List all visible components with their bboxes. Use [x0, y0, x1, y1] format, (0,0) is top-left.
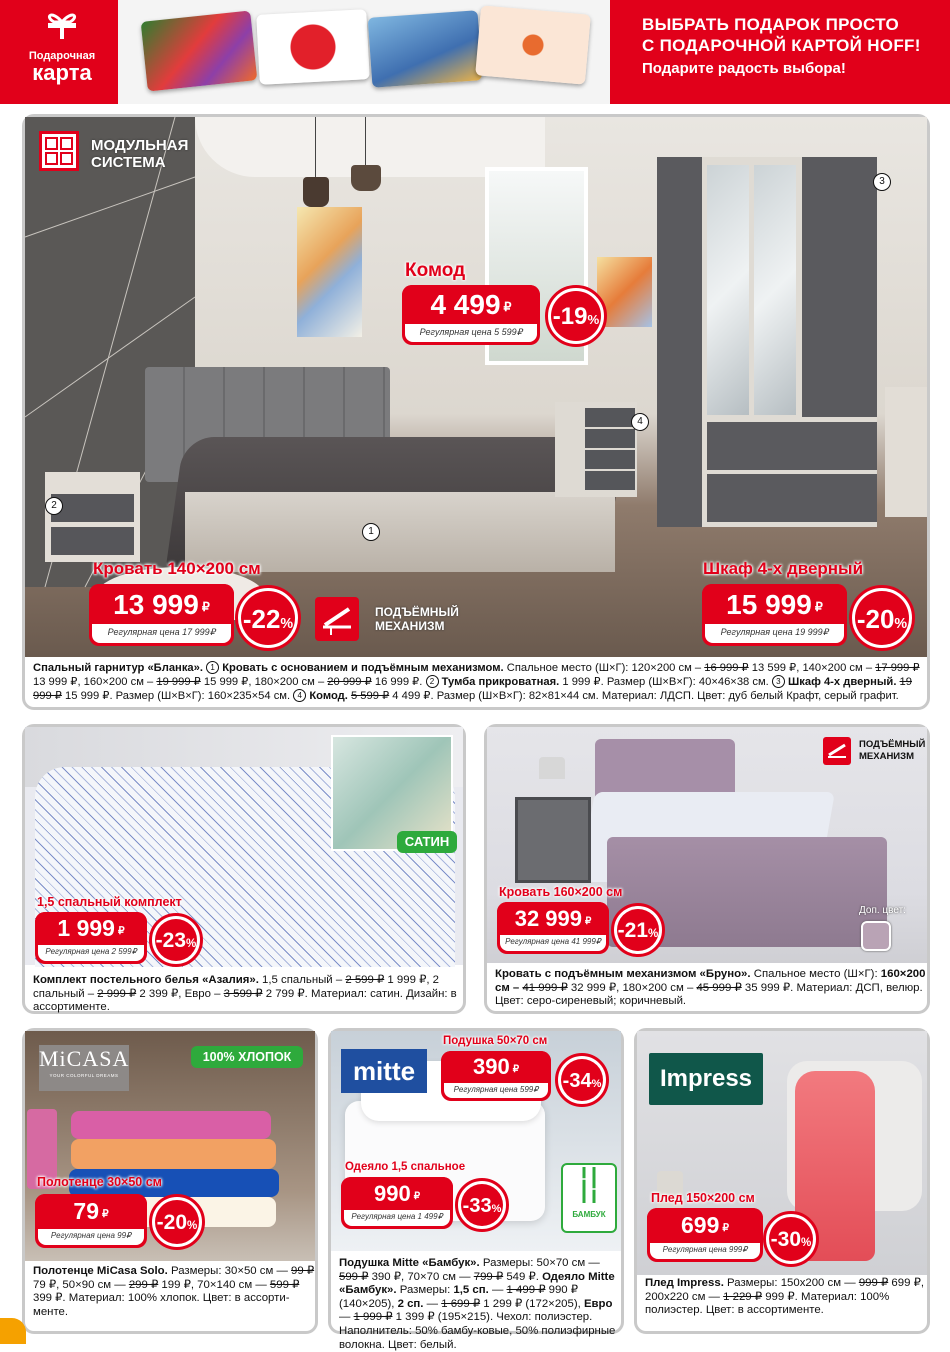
bruno-discount: -21%: [611, 903, 665, 957]
blanket-price-tag[interactable]: [341, 1177, 453, 1229]
bruno-description: Кровать с подъёмным механизмом «Бруно». Спальное место (Ш×Г): 160×200 см – 41 999 ₽ 32 999 ₽, 180×200 см – 45 999 ₽ 35 999 ₽. Материал: ДСП, велюр. Цвет: серо-сиреневый; коричневый.: [495, 968, 926, 1008]
towel-orange: [71, 1139, 276, 1169]
pillow-label: Подушка 50×70 см: [443, 1035, 548, 1047]
gift-logo-line2: карта: [32, 60, 92, 85]
linen-price: 1 999 ₽: [35, 912, 147, 945]
pendant-lamp-1: [303, 177, 329, 207]
bamboo-badge: [561, 1163, 617, 1233]
bruno-nightstand: [515, 797, 591, 883]
bruno-regular-price: Регулярная цена 41 999₽: [500, 935, 606, 951]
blanket-label: Одеяло 1,5 спальное: [345, 1161, 466, 1173]
bed-price-tag[interactable]: [89, 584, 234, 646]
micasa-subtitle: YOUR COLORFUL DREAMS: [49, 1073, 119, 1078]
wardrobe: [657, 157, 877, 527]
towel-regular-price: Регулярная цена 99₽: [38, 1229, 144, 1245]
pillow-price: 390 ₽: [441, 1051, 551, 1083]
gift-card-tulips: [141, 10, 258, 91]
lamp-cord-2: [365, 117, 366, 165]
extra-color-label: Доп. цвет:: [859, 905, 906, 916]
mitte-panel[interactable]: [328, 1028, 624, 1351]
nightstand: [45, 472, 140, 562]
blanket-regular-price: Регулярная цена 1 499₽: [344, 1210, 450, 1226]
pillow-regular-price: Регулярная цена 599₽: [444, 1083, 548, 1098]
bruno-price-tag[interactable]: [497, 902, 609, 954]
banner-headline: [642, 14, 942, 79]
flower-painting: [297, 207, 362, 337]
commode-discount: -19%: [545, 285, 607, 347]
lift-mechanism-icon: [315, 597, 359, 641]
linen-regular-price: Регулярная цена 2 599₽: [38, 945, 144, 961]
commode: [555, 402, 637, 497]
wardrobe-price-tag[interactable]: [702, 584, 847, 646]
bruno-bed-panel[interactable]: [484, 724, 930, 1014]
satin-badge: САТИН: [397, 831, 457, 853]
wardrobe-drawers: [707, 422, 877, 522]
micasa-brand: MiCASA: [39, 1046, 130, 1071]
banner-headline-3: Подарите радость выбора!: [642, 60, 846, 77]
color-swatch-brown[interactable]: [861, 921, 891, 951]
corner-sticker-icon: [0, 1318, 26, 1344]
linen-description: Комплект постельного белья «Азалия». 1,5 спальный – 2 599 ₽ 1 999 ₽, 2 спальный – 2 999 ₽ 2 399 ₽, Евро – 3 599 ₽ 2 799 ₽. Материал: сатин. Дизайн: в ассортименте.: [33, 974, 457, 1014]
towel-pink: [71, 1111, 271, 1139]
gift-card-fireworks: [475, 5, 591, 84]
mitte-logo: mitte: [341, 1049, 427, 1093]
nightstand-drawer-2: [51, 527, 134, 555]
towel-panel[interactable]: [22, 1028, 318, 1334]
linen-discount: -23%: [149, 913, 203, 967]
pillow-price-tag[interactable]: [441, 1051, 551, 1101]
blanket-discount: -33%: [455, 1178, 509, 1232]
plaid-discount: -30%: [763, 1211, 819, 1267]
mitte-description: Подушка Mitte «Бамбук». Размеры: 50×70 см — 599 ₽ 390 ₽, 70×70 см — 799 ₽ 549 ₽. Одеяло Mitte «Бамбук». Размеры: 1,5 сп. — 1 499 ₽ 990 ₽ (140×205), 2 сп. — 1 699 ₽ 1 299 ₽ (172×205), Евро — 1 999 ₽ 1 399 ₽ (195×215). Чехол: полиэстер. Наполнитель: 50% бамбу-ковые, 50% полиэфирные волокна. Цвет: белый.: [339, 1257, 616, 1351]
bed-label: Кровать 140×200 см: [93, 559, 261, 578]
wardrobe-door-1: [657, 157, 702, 527]
wardrobe-price: 15 999 ₽: [702, 584, 847, 624]
linen-label: 1,5 спальный комплект: [37, 895, 182, 909]
gift-card-logo: [18, 10, 106, 90]
bed-price: 13 999 ₽: [89, 584, 234, 624]
modular-line-2: СИСТЕМА: [91, 154, 166, 171]
modular-line-1: МОДУЛЬНАЯ: [91, 137, 189, 154]
callout-4: 4: [631, 413, 649, 431]
blanket-price: 990 ₽: [341, 1177, 453, 1210]
cotton-badge: 100% ХЛОПОК: [191, 1046, 303, 1068]
banner-headline-1: ВЫБРАТЬ ПОДАРОК ПРОСТО: [642, 15, 899, 34]
bed-discount: -22%: [235, 585, 301, 651]
wardrobe-discount: -20%: [849, 585, 915, 651]
bruno-lift-line-1: ПОДЪЁМНЫЙ: [859, 739, 926, 750]
towel-label: Полотенце 30×50 см: [37, 1175, 162, 1189]
modular-system-icon: [39, 131, 79, 171]
bruno-label: Кровать 160×200 см: [499, 885, 623, 899]
callout-3: 3: [873, 173, 891, 191]
pendant-lamp-2: [351, 165, 381, 191]
dresser: [885, 387, 927, 517]
lift-line-1: ПОДЪЁМНЫЙ: [375, 605, 459, 619]
bruno-lift-line-2: МЕХАНИЗМ: [859, 751, 915, 762]
banner-headline-2: С ПОДАРОЧНОЙ КАРТОЙ HOFF!: [642, 36, 921, 55]
bamboo-icon: [574, 1165, 604, 1205]
wardrobe-label: Шкаф 4-х дверный: [703, 559, 864, 578]
bruno-lift-label: [859, 739, 925, 763]
towel-price-tag[interactable]: [35, 1194, 147, 1248]
towel-price: 79 ₽: [35, 1194, 147, 1229]
towel-discount: -20%: [149, 1194, 205, 1250]
bedroom-set-panel[interactable]: [22, 114, 930, 710]
gift-card-banner[interactable]: [0, 0, 950, 104]
bruno-lamp: [539, 757, 565, 779]
plaid-price: 699 ₽: [647, 1208, 763, 1243]
wardrobe-mirror-2: [754, 165, 796, 415]
impress-description: Плед Impress. Размеры: 150x200 см — 999 ₽ 699 ₽, 200x220 см — 1 229 ₽ 999 ₽. Материал: 100% полиэстер. Цвет: в ассортименте.: [645, 1277, 924, 1317]
lamp-cord-1: [315, 117, 316, 177]
commode-label: Комод: [405, 260, 466, 281]
gift-card-angel: [368, 10, 483, 88]
plaid-price-tag[interactable]: [647, 1208, 763, 1262]
wardrobe-regular-price: Регулярная цена 19 999₽: [705, 624, 844, 643]
pillow-discount: -34%: [555, 1053, 609, 1107]
modular-system-label: [91, 137, 188, 171]
bed-linen-panel[interactable]: [22, 724, 466, 1014]
linen-price-tag[interactable]: [35, 912, 147, 964]
plaid-label: Плед 150×200 см: [651, 1191, 755, 1205]
wardrobe-door-4: [802, 157, 877, 417]
bruno-lift-icon: [823, 737, 851, 765]
bruno-price: 32 999 ₽: [497, 902, 609, 935]
callout-1: 1: [362, 523, 380, 541]
commode-price: 4 499 ₽: [402, 285, 540, 323]
impress-logo: Impress: [649, 1053, 763, 1105]
bamboo-label: БАМБУК: [572, 1210, 606, 1219]
gift-card-heart: [256, 9, 370, 85]
gift-bow-icon: [18, 10, 106, 46]
gift-cards-strip: [118, 0, 610, 104]
lift-mechanism-label: [375, 605, 459, 633]
commode-price-tag[interactable]: [402, 285, 540, 345]
impress-panel[interactable]: [634, 1028, 930, 1334]
gift-logo-line1: Подарочная: [28, 50, 96, 62]
wardrobe-mirror-1: [707, 165, 749, 415]
commode-drawers: [585, 408, 635, 492]
plaid-regular-price: Регулярная цена 999₽: [650, 1243, 760, 1259]
bedroom-description: Спальный гарнитур «Бланка». 1 Кровать с основанием и подъёмным механизмом. Спальное место (Ш×Г): 120×200 см – 16 999 ₽ 13 599 ₽, 140×200 см – 17 999 ₽ 13 999 ₽, 160×200 см – 19 999 ₽ 15 999 ₽, 180×200 см – 20 999 ₽ 16 999 ₽. 2 Тумба прикроватная. 1 999 ₽. Размер (Ш×В×Г): 40×46×38 см. 3 Шкаф 4-х дверный. 19 999 ₽ 15 999 ₽. Размер (Ш×В×Г): 160×235×54 см. 4 Комод. 5 599 ₽ 4 499 ₽. Размер (Ш×В×Г): 82×81×44 см. Материал: ЛДСП. Цвет: дуб белый Крафт, серый графит.: [33, 662, 920, 702]
callout-2: 2: [45, 497, 63, 515]
nightstand-drawer-1: [51, 494, 134, 522]
micasa-logo: [39, 1045, 129, 1091]
bed-regular-price: Регулярная цена 17 999₽: [92, 624, 231, 643]
commode-regular-price: Регулярная цена 5 599₽: [405, 324, 537, 342]
lift-line-2: МЕХАНИЗМ: [375, 619, 445, 633]
towel-description: Полотенце MiCasa Solo. Размеры: 30×50 см — 99 ₽ 79 ₽, 50×90 см — 299 ₽ 199 ₽, 70×140 см — 599 ₽ 399 ₽. Материал: 100% хлопок. Цвет: в ассорти-менте.: [33, 1265, 315, 1318]
